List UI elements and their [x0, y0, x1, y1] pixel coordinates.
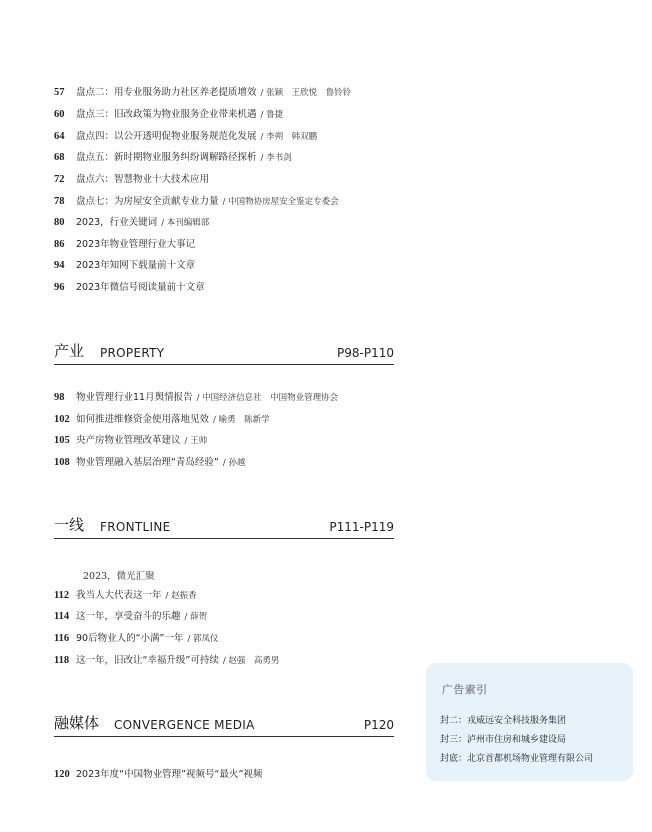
ad-index-box: [426, 663, 633, 781]
entry-title: 这一年，享受奋斗的乐趣: [76, 611, 181, 622]
entry-title: 盘点五：新时期物业服务纠纷调解路径探析: [76, 152, 257, 163]
toc-entry[interactable]: [54, 173, 414, 187]
toc-entry[interactable]: [54, 413, 414, 427]
entry-title: 我当人大代表这一年: [76, 590, 162, 601]
ad-index-item: 封二：戎威远安全科技服务集团: [440, 716, 567, 726]
page-number: 108: [54, 457, 70, 468]
section-header-property: [54, 344, 394, 365]
section-page-range: P98-P110: [337, 346, 394, 360]
toc-entry[interactable]: [54, 589, 414, 603]
entry-title: 盘点七：为房屋安全贡献专业力量: [76, 196, 219, 207]
entry-author: / 喻勇 陈新学: [213, 415, 270, 425]
section-header-frontline: [54, 518, 394, 539]
toc-entry[interactable]: [54, 456, 414, 470]
section-title-en: PROPERTY: [100, 346, 165, 360]
page-number: 72: [54, 174, 65, 185]
entry-author: / 郭凤仪: [187, 634, 219, 644]
toc-entry[interactable]: [54, 768, 414, 782]
toc-entry[interactable]: [54, 86, 414, 100]
toc-entry[interactable]: [54, 654, 414, 668]
page-number: 118: [54, 655, 70, 666]
toc-entry[interactable]: [54, 632, 414, 646]
section-title-cn: 一线: [54, 516, 85, 534]
page-number: 105: [54, 435, 70, 446]
toc-entry[interactable]: [54, 259, 414, 273]
toc-entry[interactable]: [54, 434, 414, 448]
toc-entry[interactable]: [54, 238, 414, 252]
page-number: 98: [54, 392, 65, 403]
ad-index-title: 广告索引: [442, 684, 488, 696]
page-number: 114: [54, 611, 70, 622]
toc-entry[interactable]: [54, 195, 414, 209]
entry-author: / 赵振香: [165, 591, 197, 601]
entry-author: / 赵强 高勇男: [222, 656, 280, 666]
section-title-cn: 融媒体: [54, 714, 100, 732]
page-number: 112: [54, 590, 70, 601]
toc-entry[interactable]: [54, 281, 414, 295]
page-number: 116: [54, 633, 70, 644]
entry-title: 盘点三：旧改政策为物业服务企业带来机遇: [76, 109, 257, 120]
entry-title: 90后物业人的“小满”一年: [76, 633, 184, 644]
section-page-range: P120: [363, 718, 394, 732]
entry-author: / 本刊编辑部: [161, 218, 210, 228]
section-page-range: P111-P119: [329, 520, 394, 534]
entry-title: 盘点二：用专业服务助力社区养老提质增效: [76, 87, 257, 98]
page-number: 96: [54, 282, 65, 293]
section-title-en: FRONTLINE: [100, 520, 171, 534]
toc-entry[interactable]: [54, 151, 414, 165]
page-number: 64: [54, 131, 65, 142]
toc-entry[interactable]: [54, 108, 414, 122]
page-number: 60: [54, 109, 65, 120]
page-number: 80: [54, 217, 65, 228]
entry-title: 盘点四：以公开透明促物业服务规范化发展: [76, 131, 257, 142]
entry-author: / 王帅: [184, 436, 208, 446]
entry-author: / 李朔 韩双鹏: [260, 132, 318, 142]
toc-entry[interactable]: [54, 391, 414, 405]
entry-title: 2023年度“中国物业管理”视频号“最火”视频: [76, 769, 263, 780]
page-number: 102: [54, 414, 70, 425]
entry-title: 如何推进维修资金使用落地见效: [76, 414, 210, 425]
toc-entry[interactable]: [54, 610, 414, 624]
entry-author: / 李书剑: [260, 153, 292, 163]
entry-title: 物业管理行业11月舆情报告: [76, 392, 193, 403]
page-number: 94: [54, 260, 65, 271]
entry-author: / 鲁捷: [260, 110, 284, 120]
entry-title: 2023年知网下载量前十文章: [76, 260, 196, 271]
section-subheading: 2023，微光汇聚: [83, 571, 155, 582]
entry-title: 物业管理融入基层治理“青岛经验”: [76, 457, 219, 468]
toc-entry[interactable]: [54, 216, 414, 230]
section-title-cn: 产业: [54, 342, 85, 360]
section-header-convergence-media: [54, 716, 394, 737]
page-number: 120: [54, 769, 70, 780]
section-title-en: CONVERGENCE MEDIA: [114, 718, 255, 732]
ad-index-item: 封底：北京首都机场物业管理有限公司: [440, 754, 594, 764]
page-number: 78: [54, 196, 65, 207]
page-number: 57: [54, 87, 65, 98]
entry-author: / 薛贺: [184, 612, 208, 622]
page-number: 68: [54, 152, 65, 163]
entry-title: 这一年，旧改让“幸福升级”可持续: [76, 655, 219, 666]
entry-title: 央产房物业管理改革建议: [76, 435, 181, 446]
page-number: 86: [54, 239, 65, 250]
entry-author: / 张颖 王欣悦 鲁铃铃: [260, 88, 352, 98]
entry-title: 2023年物业管理行业大事记: [76, 239, 196, 250]
ad-index-item: 封三：泸州市住房和城乡建设局: [440, 735, 567, 745]
entry-title: 盘点六：智慧物业十大技术应用: [76, 174, 210, 185]
toc-entry[interactable]: [54, 130, 414, 144]
entry-author: / 孙越: [222, 458, 246, 468]
entry-author: / 中国物协房屋安全鉴定专委会: [222, 197, 339, 207]
entry-title: 2023，行业关键词: [76, 217, 158, 228]
entry-author: / 中国经济信息社 中国物业管理协会: [196, 393, 339, 403]
entry-title: 2023年微信号阅读量前十文章: [76, 282, 205, 293]
